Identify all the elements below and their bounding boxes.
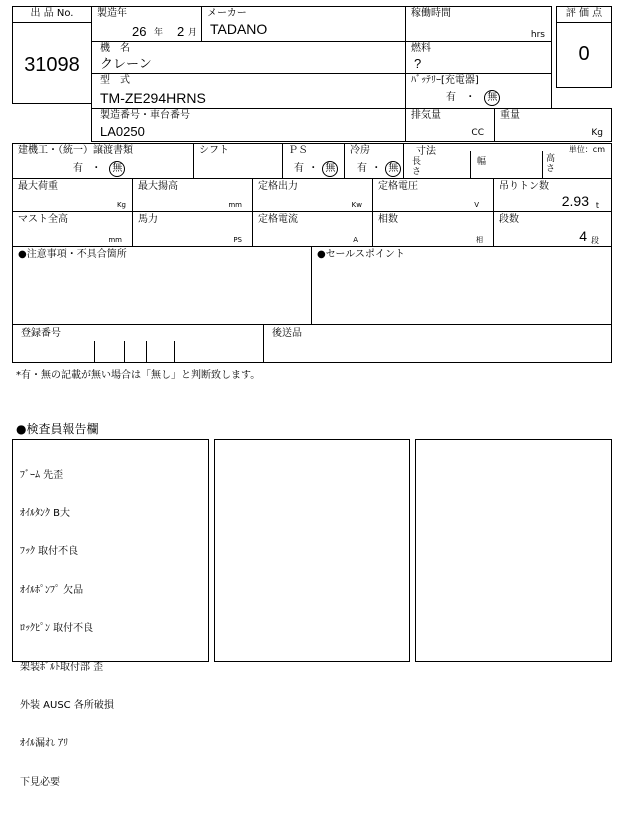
- transfer-doc-cell: [12, 143, 194, 179]
- inspector-lines: [20, 444, 114, 815]
- fuel-value: ?: [414, 56, 422, 71]
- serial-number-cell: [91, 108, 406, 142]
- registration-sep-2: [124, 341, 125, 363]
- registration-cell: [12, 324, 264, 363]
- serial-cell: [12, 6, 92, 104]
- stages-label: 段数: [499, 214, 519, 225]
- lift-tons-label: 吊りトン数: [499, 181, 549, 192]
- rated-voltage-label: 定格電圧: [378, 181, 418, 192]
- inspector-line: ﾌｯｸ 取付不良: [20, 546, 79, 558]
- dimensions-unit-label: 単位：cm: [568, 145, 605, 154]
- battery-no-circled: 無: [484, 90, 500, 106]
- rated-current-label: 定格電流: [258, 214, 298, 225]
- transfer-doc-no-circled: 無: [109, 161, 125, 177]
- inspector-line: ｵｲﾙﾀﾝｸ B大: [20, 507, 71, 519]
- cooling-dot: ・: [371, 163, 382, 174]
- rating-label: 評 価 点: [565, 8, 603, 19]
- manufacture-year-label: 製造年: [97, 8, 127, 19]
- manufacture-year-cell: [91, 6, 202, 42]
- phase-label: 相数: [378, 214, 398, 225]
- mast-height-unit: mm: [108, 236, 122, 244]
- max-load-unit: Kg: [116, 201, 126, 209]
- fuel-cell: [405, 41, 552, 74]
- battery-cell: [405, 73, 552, 109]
- model-name-cell: [91, 41, 406, 74]
- rating-value: 0: [578, 43, 590, 65]
- inspector-line: 架装ﾎﾞﾙﾄ取付部 歪: [20, 661, 104, 673]
- rating-cell: [556, 6, 612, 88]
- inspector-line: ﾛｯｸﾋﾟﾝ 取付不良: [20, 623, 94, 635]
- hours-unit: hrs: [530, 30, 545, 40]
- inspector-box-1: [12, 439, 209, 788]
- stages-unit: 段: [591, 236, 599, 245]
- serial-number-value: LA0250: [100, 124, 145, 139]
- ps-yes: 有: [294, 163, 304, 174]
- caution-label: ●注意事項・不具合箇所: [18, 249, 127, 260]
- battery-yes: 有: [446, 92, 456, 103]
- horsepower-label: 馬力: [138, 214, 158, 225]
- inspector-title: ●検査員報告欄: [16, 422, 99, 436]
- model-type-label: 型 式: [100, 75, 130, 86]
- registration-label: 登録番号: [21, 328, 61, 339]
- stages-cell: [493, 211, 612, 247]
- dimensions-height: 高さ: [546, 154, 556, 174]
- battery-yes-no: [446, 90, 500, 106]
- displacement-cell: [405, 108, 495, 142]
- model-type-value: TM-ZE294HRNS: [100, 90, 206, 106]
- rated-output-cell: [252, 178, 373, 212]
- weight-cell: [494, 108, 612, 142]
- rated-voltage-cell: [372, 178, 494, 212]
- ps-yes-no: [294, 161, 338, 177]
- maker-label: メーカー: [207, 8, 247, 19]
- phase-cell: [372, 211, 494, 247]
- dimensions-length: 長さ: [412, 157, 422, 177]
- ps-dot: ・: [308, 163, 319, 174]
- max-lift-cell: [132, 178, 253, 212]
- caution-cell: [12, 246, 312, 325]
- maker-value: TADANO: [210, 21, 268, 37]
- inspector-line: 外装 AUSC 各所破損: [20, 699, 114, 711]
- month-value: 2: [177, 24, 185, 39]
- max-lift-label: 最大揚高: [138, 181, 178, 192]
- dimensions-sep-1: [470, 151, 471, 179]
- year-value: 26: [132, 24, 147, 39]
- battery-dot: ・: [465, 92, 476, 103]
- max-load-cell: [12, 178, 133, 212]
- stages-value: 4: [579, 228, 587, 244]
- cooling-yes-no: [357, 161, 401, 177]
- rated-output-unit: Kw: [351, 201, 362, 209]
- model-name-value: クレーン: [100, 56, 152, 71]
- horsepower-unit: PS: [233, 236, 242, 244]
- cooling-yes: 有: [357, 163, 367, 174]
- followup-label: 後送品: [272, 328, 302, 339]
- followup-cell: [263, 324, 612, 363]
- mast-height-cell: [12, 211, 133, 247]
- serial-value: 31098: [24, 54, 80, 76]
- transfer-doc-label: 建機工・（統一）譲渡書類: [18, 145, 133, 156]
- registration-sep-3: [146, 341, 147, 363]
- inspector-line: ｵｲﾙﾎﾟﾝﾌﾟ 欠品: [20, 584, 84, 596]
- model-name-label: 機 名: [100, 43, 130, 54]
- month-unit: 月: [188, 28, 198, 38]
- displacement-label: 排気量: [411, 110, 441, 121]
- displacement-unit: CC: [471, 128, 484, 138]
- rated-current-unit: A: [353, 236, 358, 244]
- cooling-no-circled: 無: [385, 161, 401, 177]
- phase-unit: 相: [476, 236, 483, 244]
- fuel-label: 燃料: [411, 43, 431, 54]
- year-unit: 年: [154, 28, 164, 38]
- dimensions-sep-2: [542, 151, 543, 179]
- cooling-cell: [344, 143, 404, 179]
- dimensions-label: 寸法: [416, 146, 436, 157]
- maker-cell: [201, 6, 406, 42]
- lift-tons-value: 2.93: [561, 193, 589, 209]
- mast-height-label: マスト全高: [18, 214, 68, 225]
- rated-voltage-unit: V: [474, 201, 479, 209]
- dimensions-width: 幅: [477, 157, 487, 167]
- registration-sep-4: [174, 341, 175, 363]
- lift-tons-cell: [493, 178, 612, 212]
- lift-tons-unit: t: [595, 201, 599, 210]
- cooling-label: 冷房: [350, 145, 370, 156]
- horsepower-cell: [132, 211, 253, 247]
- weight-label: 重量: [500, 110, 520, 121]
- sales-point-label: ●セールスポイント: [317, 249, 405, 260]
- inspector-box-3: [415, 439, 612, 662]
- model-type-cell: [91, 73, 406, 109]
- ps-no-circled: 無: [322, 161, 338, 177]
- serial-label: 出 品 No.: [30, 8, 74, 19]
- rated-output-label: 定格出力: [258, 181, 298, 192]
- serial-number-label: 製造番号・車台番号: [100, 110, 190, 121]
- transfer-doc-yes-no: [73, 161, 125, 177]
- max-load-label: 最大荷重: [18, 181, 58, 192]
- inspector-line: 下見必要: [20, 776, 60, 788]
- registration-sep-1: [94, 341, 95, 363]
- transfer-doc-yes: 有: [73, 163, 83, 174]
- shift-label: シフト: [199, 145, 229, 156]
- transfer-doc-dot: ・: [91, 163, 102, 174]
- rated-current-cell: [252, 211, 373, 247]
- battery-label: ﾊﾞｯﾃﾘｰ[充電器]: [411, 75, 479, 86]
- ps-cell: [282, 143, 345, 179]
- weight-unit: Kg: [591, 128, 603, 138]
- footnote: *有・無の記載が無い場合は「無し」と判断致します。: [16, 370, 261, 381]
- ps-label: ＰＳ: [288, 145, 308, 156]
- max-lift-unit: mm: [228, 201, 242, 209]
- inspector-line: ﾌﾞｰﾑ 先歪: [20, 469, 64, 481]
- hours-label: 稼働時間: [411, 8, 451, 19]
- dimensions-cell: [403, 143, 612, 179]
- sales-point-cell: [311, 246, 612, 325]
- inspector-box-2: [214, 439, 410, 662]
- hours-cell: [405, 6, 552, 42]
- shift-cell: [193, 143, 283, 179]
- inspector-line: ｵｲﾙ漏れ ｱﾘ: [20, 738, 69, 750]
